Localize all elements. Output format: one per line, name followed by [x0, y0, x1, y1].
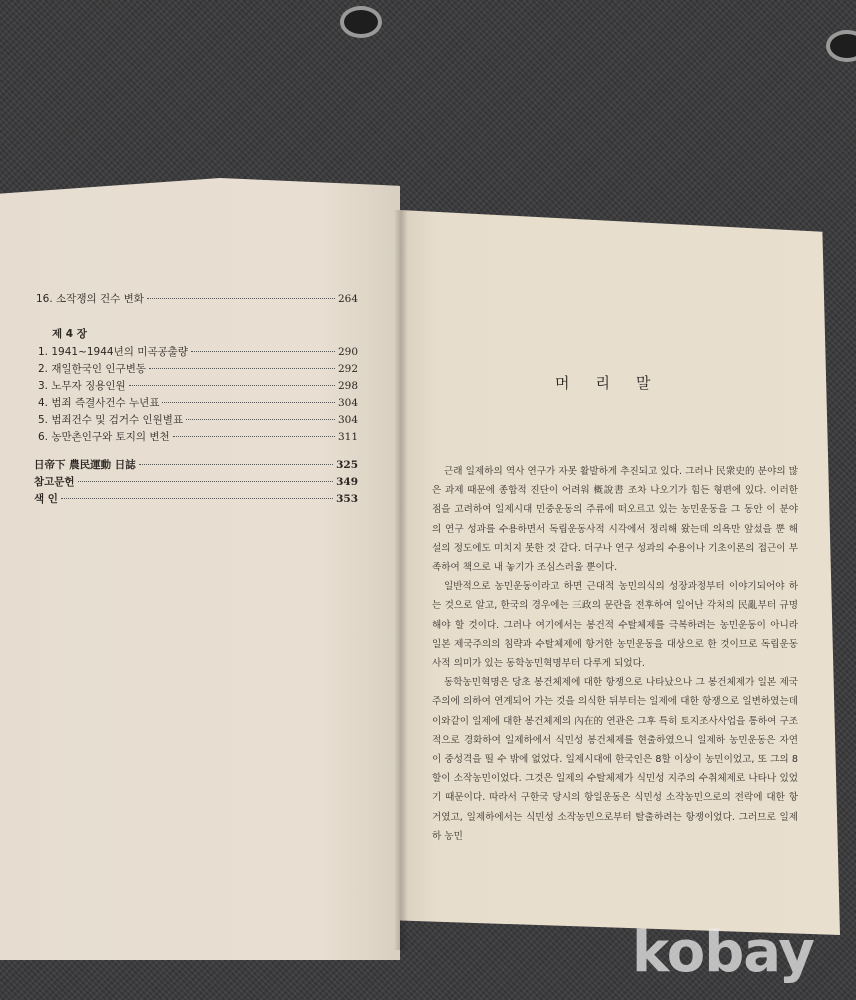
toc-page: 304 [337, 397, 358, 409]
kobay-watermark-logo: kobay [632, 920, 814, 985]
toc-row [34, 457, 358, 472]
toc-label: 3. 노무자 징용인원 [38, 380, 126, 392]
toc-page: 292 [337, 363, 358, 375]
toc-leader [191, 351, 335, 352]
toc-leader [78, 481, 334, 482]
preface-paragraph: 동학농민혁명은 당초 봉건체제에 대한 항쟁으로 나타났으나 그 봉건체제가 일본 제국주의에 의하여 연계되어 가는 것을 의식한 뒤부터는 일제에 대한 항쟁으로 일변하였는데 이와같이 일제에 대한 봉건체제의 內在的 연관은 그후 특히 토지조사사업을 통하여 구조적으로 경화하여 일제하에서 식민성 봉건체제를 현출하였으니 일제하 농민운동은 자연 이 중성격을 띨 수 밖에 없었다. 일제시대에 한국인은 8할 이상이 농민이었고, 또 그의 8할이 소작농민이었다. 그것은 일제의 수탈체제가 식민성 지주의 수취체제로 나타나 있었기 때문이다. 따라서 구한국 당시의 항일운동은 식민성 소작농민으로의 전락에 대한 항거였고, 일제하에서는 식민성 소작농민으로부터 탈출하려는 항쟁이었다. 그러므로 일제하 농민 [432, 677, 798, 842]
toc-leader [149, 368, 335, 369]
toc-row [38, 429, 358, 444]
toc-label: 6. 농만촌인구와 토지의 변천 [38, 431, 170, 443]
toc-row [38, 378, 358, 393]
toc-label: 2. 재일한국인 인구변동 [38, 363, 146, 375]
toc-label: 4. 범죄 즉결사건수 누년표 [38, 397, 160, 409]
preface-paragraph: 일반적으로 농민운동이라고 하면 근대적 농민의식의 성장과정부터 이야기되어야 하는 것으로 알고, 한국의 경우에는 三政의 문란을 전후하여 일어난 각처의 民亂부터 규명해야 할 것이다. 그러나 여기에서는 봉건적 수탈체제를 극복하려는 농민운동이 아니라 일본 제국주의의 침략과 수탈체제에 항거한 농민운동을 대상으로 한 것이므로 독립운동사적 의미가 있는 동학농민혁명부터 다루게 되었다. [432, 581, 798, 670]
toc-row [34, 491, 358, 506]
preface-body [432, 462, 798, 846]
toc-leader [173, 436, 335, 437]
toc-page: 304 [337, 414, 358, 426]
toc-label: 참고문헌 [34, 476, 75, 488]
toc-label: 5. 범죄건수 및 검거수 인원별표 [38, 414, 184, 426]
toc-row [38, 361, 358, 376]
toc-leader [162, 402, 334, 403]
toc-row [38, 412, 358, 427]
toc-row [38, 344, 358, 359]
toc-page: 290 [337, 346, 358, 358]
toc-page: 325 [336, 459, 358, 471]
preface-heading: 머리말 [555, 374, 677, 392]
toc-leader [129, 385, 335, 386]
binder-hole [340, 6, 382, 38]
toc-page: 349 [336, 476, 358, 488]
toc-label: 1. 1941~1944년의 미곡공출량 [38, 346, 188, 358]
toc-leader [147, 298, 335, 299]
toc-leader [61, 498, 333, 499]
toc-leader [186, 419, 335, 420]
toc-page: 353 [336, 493, 358, 505]
book-gutter [394, 210, 408, 950]
toc-row [34, 474, 358, 489]
toc-page: 264 [337, 293, 358, 305]
preface-paragraph: 근래 일제하의 역사 연구가 자못 활발하게 추진되고 있다. 그러나 民衆史的 분야의 많은 과제 때문에 종합적 진단이 어려워 概說書 조차 나오기가 힘든 형편에 있다. 이러한 점을 고려하여 일제시대 민중운동의 주류에 떠오르고 있는 농민운동을 그 동안 이 분야의 연구 성과를 수용하면서 독립운동사적 시각에서 정리해 왔는데 의욕만 앞섰을 뿐 해설의 정도에도 미치지 못한 것 같다. 더구나 연구 성과의 수용이나 기초이론의 접근이 부족하여 책으로 내 놓기가 조심스러울 뿐이다. [432, 466, 798, 574]
chapter-label: 제 4 장 [52, 328, 87, 340]
toc-row [38, 395, 358, 410]
toc-label: 색 인 [34, 493, 58, 505]
toc-page: 298 [337, 380, 358, 392]
toc-label: 16. 소작쟁의 건수 변화 [36, 293, 144, 305]
toc-label: 日帝下 農民運動 日誌 [34, 459, 136, 471]
toc-page: 311 [337, 431, 358, 443]
toc-leader [139, 464, 333, 465]
